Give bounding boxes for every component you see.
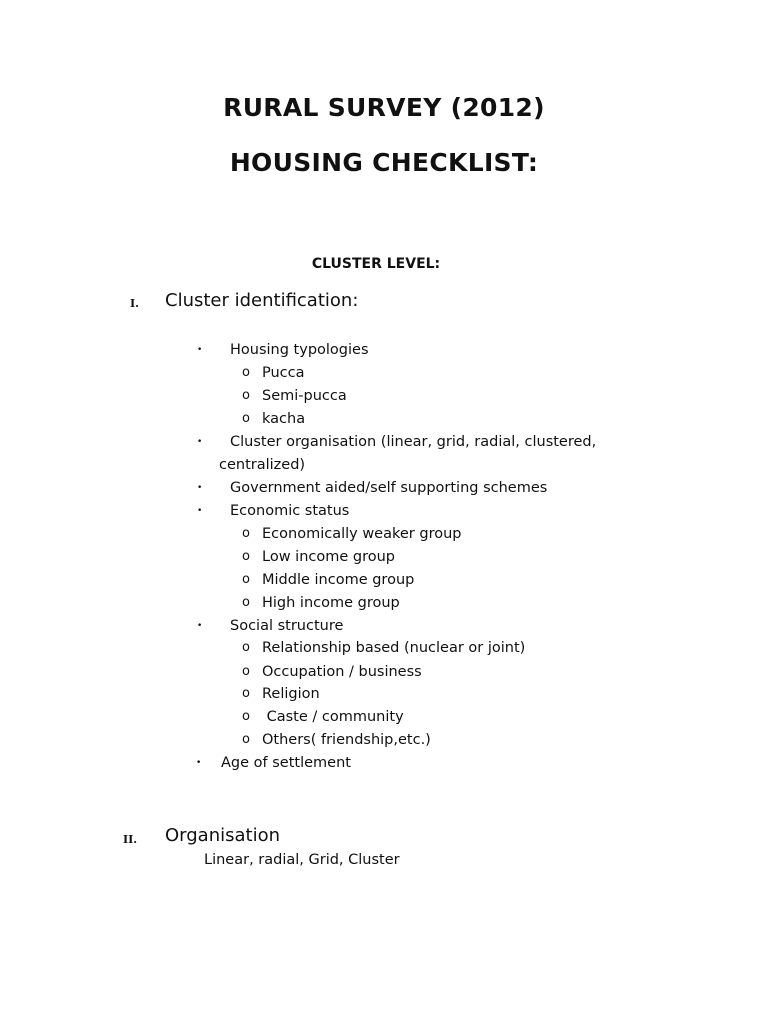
sub-list-item: Religion [262,686,320,702]
section-number: II. [123,833,138,846]
list-item: Economic status [230,503,350,519]
bullet-icon: • [197,437,203,447]
section-title: Cluster identification: [165,290,359,311]
sub-bullet-icon: o [242,388,250,403]
sub-bullet-icon: o [242,411,250,426]
sub-list-item: Occupation / business [262,664,422,680]
bullet-icon: • [197,483,203,493]
sub-bullet-icon: o [242,709,250,724]
sub-bullet-icon: o [242,572,250,587]
bullet-icon: • [196,758,202,768]
sub-list-item: Pucca [262,365,305,381]
level-heading: CLUSTER LEVEL: [311,256,441,272]
sub-list-item: Semi-pucca [262,388,347,404]
sub-bullet-icon: o [242,526,250,541]
sub-list-item: High income group [262,595,400,611]
list-item: Cluster organisation (linear, grid, radial, clustered, [230,434,597,450]
section-body: Linear, radial, Grid, Cluster [204,852,400,868]
sub-bullet-icon: o [242,595,250,610]
sub-list-item: Low income group [262,549,395,565]
sub-list-item: kacha [262,411,306,427]
sub-bullet-icon: o [242,664,250,679]
sub-bullet-icon: o [242,549,250,564]
list-item: Housing typologies [230,342,369,358]
section-number: I. [130,297,139,310]
sub-bullet-icon: o [242,365,250,380]
sub-list-item: Caste / community [262,709,404,725]
sub-list-item: Middle income group [262,572,415,588]
list-item: Age of settlement [221,755,351,771]
sub-list-item: Economically weaker group [262,526,462,542]
list-item: Government aided/self supporting schemes [230,480,548,496]
bullet-icon: • [197,506,203,516]
sub-bullet-icon: o [242,732,250,747]
sub-list-item: Relationship based (nuclear or joint) [262,640,526,656]
document-title: RURAL SURVEY (2012) [223,93,545,122]
sub-bullet-icon: o [242,686,250,701]
list-item-continuation: centralized) [219,457,306,473]
list-item: Social structure [230,618,344,634]
bullet-icon: • [197,621,203,631]
bullet-icon: • [197,345,203,355]
sub-bullet-icon: o [242,640,250,655]
document-subtitle: HOUSING CHECKLIST: [229,148,539,177]
sub-list-item: Others( friendship,etc.) [262,732,431,748]
section-title: Organisation [165,825,281,846]
